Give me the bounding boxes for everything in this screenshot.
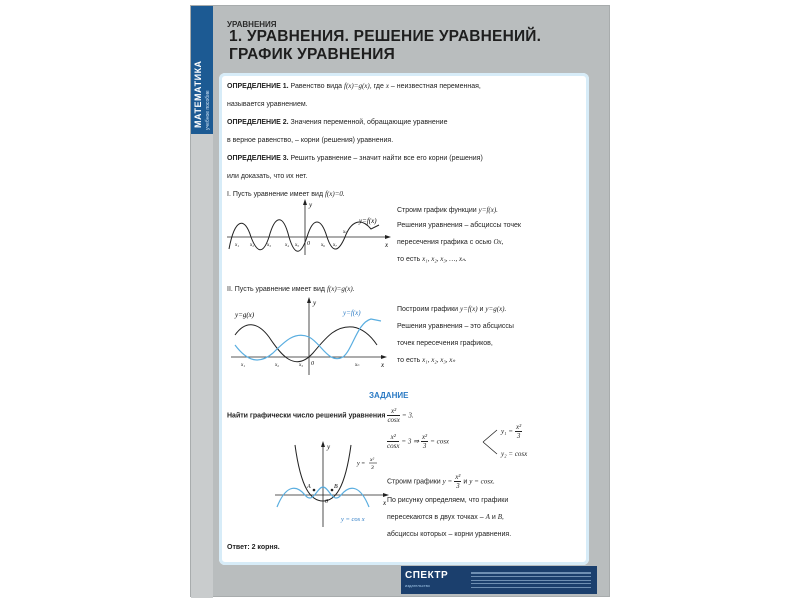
spine — [191, 6, 213, 598]
case1-x-arrow — [385, 235, 391, 239]
publisher-info-lines — [471, 570, 591, 590]
spine-subject: МАТЕМАТИКА — [193, 60, 203, 128]
case2-root-2: x₂ — [275, 363, 279, 368]
task-heading: ЗАДАНИЕ — [369, 391, 409, 400]
case2-origin: 0 — [311, 361, 314, 367]
task-conclusion-1: По рисунку определяем, что графики — [387, 497, 509, 504]
definition-3: ОПРЕДЕЛЕНИЕ 3. Решить уравнение – значит найти все его корни (решения) — [227, 155, 483, 162]
case1-root-1: x₁ — [235, 243, 239, 248]
case2-root-3: x₃ — [299, 363, 303, 368]
case2-axis-y: y — [313, 299, 317, 307]
case2-text-2: Решения уравнения – это абсциссы — [397, 323, 514, 330]
task-axis-x: x — [383, 499, 387, 507]
task-build: Строим графики y = $\frac{\text{x²}}{3}$ и y = cosx. — [387, 473, 495, 490]
task-parabola-num: x² — [370, 457, 375, 463]
case1-root-5: x₅ — [295, 243, 299, 248]
case2-root-n: xₙ — [355, 363, 360, 368]
task-origin: 0 — [325, 499, 328, 505]
case2-title: II. Пусть уравнение имеет вид f(x)=g(x). — [227, 285, 355, 293]
case1-y-arrow — [303, 199, 307, 205]
case1-text-3: пересечения графика с осью Ox, — [397, 238, 504, 246]
case2-y-arrow — [307, 297, 311, 303]
publisher-logo: СПЕКТР — [405, 570, 449, 581]
case2-text-4: то есть x₁, x₂, x₃, xₙ — [397, 356, 456, 364]
task-conclusion-2: пересекаются в двух точках – A и B, — [387, 513, 504, 521]
task-point-b: B — [334, 484, 338, 490]
case2-curve-f — [235, 319, 381, 360]
section-label: УРАВНЕНИЯ — [227, 20, 277, 29]
content-panel — [219, 73, 589, 565]
task-point-a: A — [307, 484, 311, 490]
task-answer: Ответ: 2 корня. — [227, 544, 280, 551]
case1-text-4: то есть x₁, x₂, x₃, …, xₙ. — [397, 255, 467, 263]
page-title: 1. УРАВНЕНИЯ. РЕШЕНИЕ УРАВНЕНИЙ. ГРАФИК УРАВНЕНИЯ — [229, 28, 542, 63]
task-cosine-label: y = cos x — [341, 516, 365, 523]
task-split-arrow — [481, 425, 501, 459]
task-statement: Найти графически число решений уравнения $\frac{\text{x²}}{\cos x}$ = 3. — [227, 407, 414, 424]
case2-curve-g — [235, 325, 377, 362]
case1-axis-y: y — [309, 201, 313, 209]
publisher-footer — [401, 566, 597, 594]
definition-3-line2: или доказать, что их нет. — [227, 173, 308, 180]
case1-axis-x: x — [385, 241, 389, 249]
case1-root-2: x₂ — [250, 243, 254, 248]
definition-2-line2: в верное равенство, – корни (решения) уравнения. — [227, 137, 394, 144]
definition-1-line2: называется уравнением. — [227, 101, 308, 108]
task-point-b-marker — [331, 489, 334, 492]
case1-root-6: x₆ — [321, 243, 325, 248]
case2-x-arrow — [381, 355, 387, 359]
case1-text-1: Строим график функции y=f(x). — [397, 206, 498, 214]
task-axis-y: y — [327, 443, 331, 451]
task-parabola-den: 3 — [371, 465, 374, 471]
task-equation-fraction: $\frac{\text{x²}}{\cos x}$ — [387, 407, 400, 424]
definition-1: ОПРЕДЕЛЕНИЕ 1. Равенство вида f(x)=g(x), где x – неизвестная переменная, — [227, 82, 481, 90]
task-y1: y₁ = $\frac{\text{x²}}{3}$ — [501, 423, 522, 440]
task-y-arrow — [321, 441, 325, 447]
task-graph — [271, 439, 391, 531]
task-parabola-label: y = — [357, 461, 366, 467]
case1-root-n: xₙ — [343, 230, 348, 235]
poster — [190, 5, 610, 597]
spine-subtitle: учебное пособие — [205, 90, 211, 130]
case2-text-3: точек пересечения графиков, — [397, 340, 493, 347]
case2-text-1: Построим графики y=f(x) и y=g(x). — [397, 305, 507, 313]
case1-root-4: x₄ — [285, 243, 289, 248]
definition-2: ОПРЕДЕЛЕНИЕ 2. Значения переменной, обращающие уравнение — [227, 119, 448, 126]
task-y2: y₂ = cosx — [501, 450, 528, 458]
case1-curve-label: y=f(x) — [359, 217, 377, 225]
case2-axis-x: x — [381, 361, 385, 369]
case1-root-7: x₇ — [333, 243, 337, 248]
case2-graph — [225, 295, 393, 377]
task-conclusion-3: абсциссы которых – корни уравнения. — [387, 531, 512, 538]
case1-title: I. Пусть уравнение имеет вид f(x)=0. — [227, 190, 345, 198]
task-point-a-marker — [313, 489, 316, 492]
case1-graph — [225, 199, 393, 257]
task-step: $\frac{\text{x²}}{\cos x}$ = 3 ⇒ $\frac{\text{x²}}{3}$ = cosx — [387, 433, 450, 450]
case2-root-1: x₁ — [241, 363, 245, 368]
case1-origin: 0 — [307, 241, 310, 247]
case1-root-3: x₃ — [267, 243, 271, 248]
publisher-logo-sub: издательство — [405, 583, 430, 588]
case1-text-2: Решения уравнения – абсциссы точек — [397, 222, 521, 229]
case2-label-f: y=f(x) — [343, 309, 361, 317]
case2-label-g: y=g(x) — [235, 311, 255, 319]
